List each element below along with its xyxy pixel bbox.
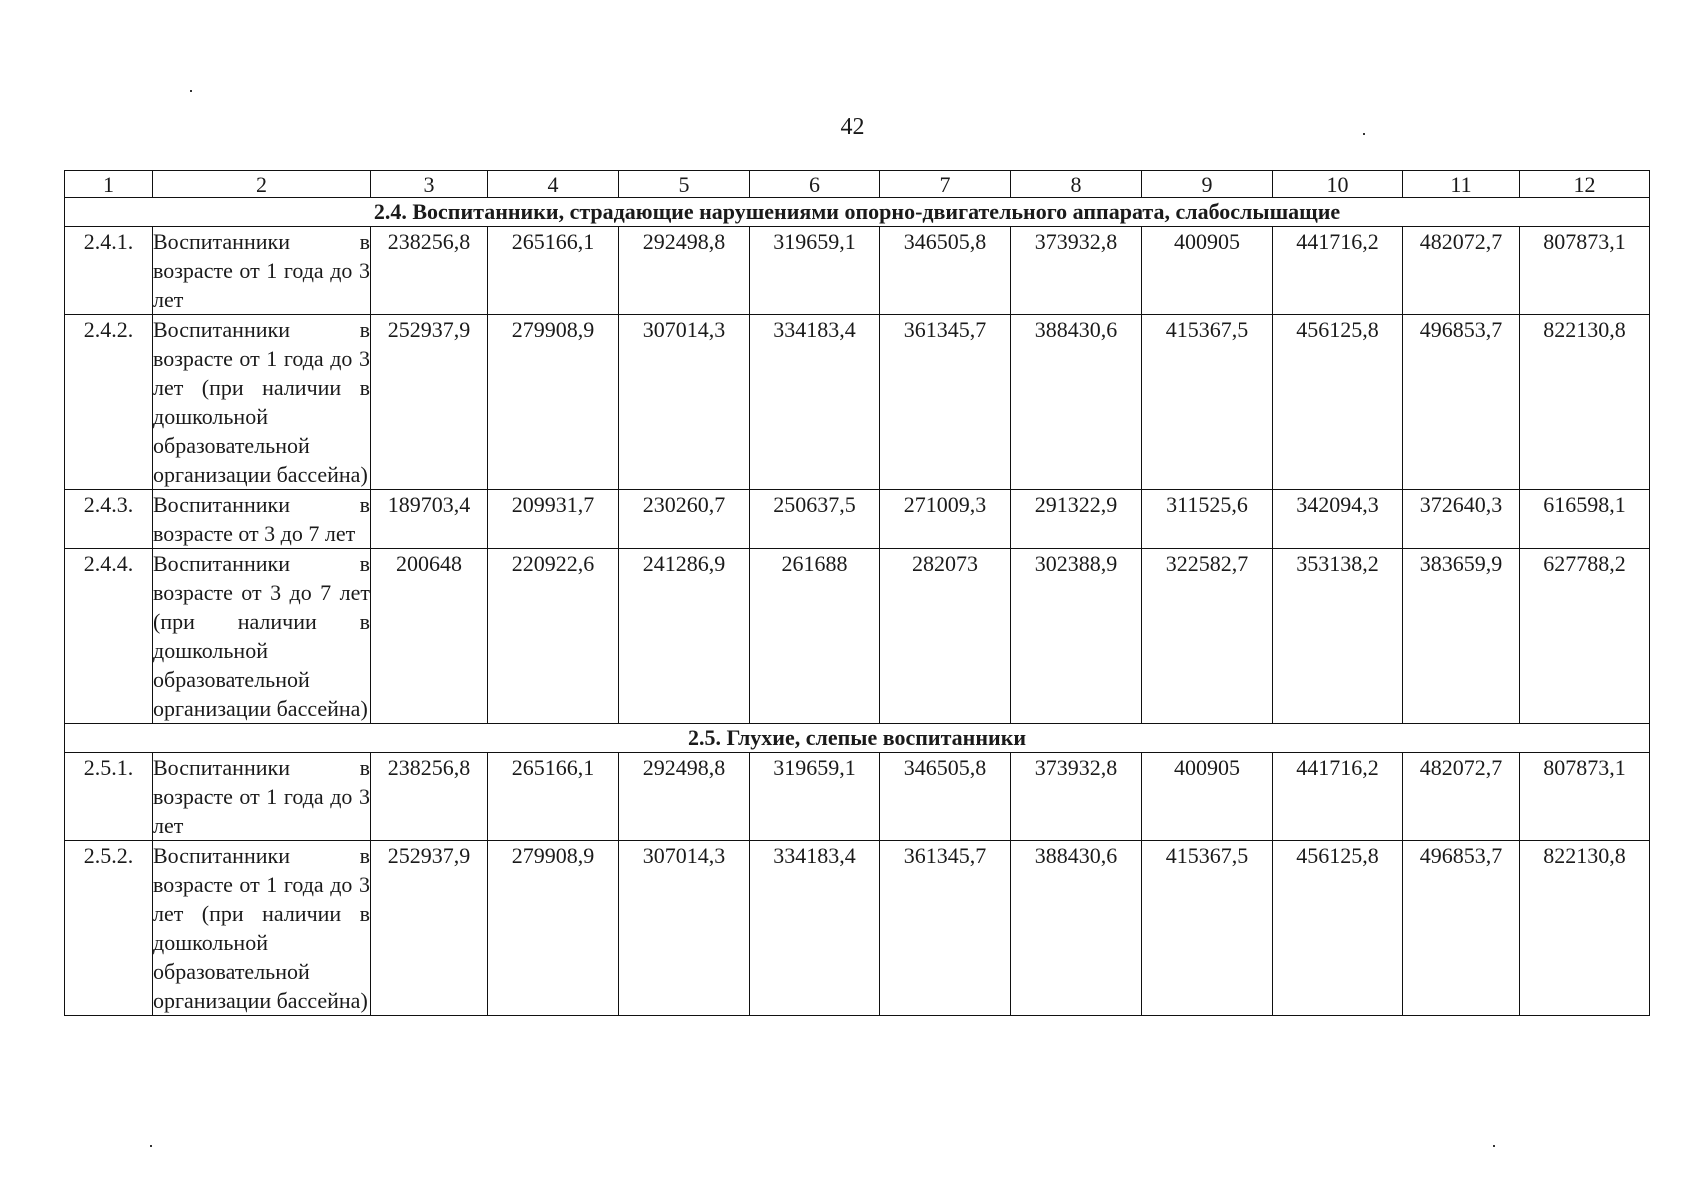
scan-speck: [1493, 1145, 1495, 1147]
value-cell: 807873,1: [1520, 227, 1650, 315]
value-cell: 334183,4: [750, 315, 880, 490]
value-cell: 241286,9: [619, 549, 750, 724]
row-description: Воспитанники в возрасте от 3 до 7 лет (при наличии в дошкольной образовательной организации бассейна): [153, 549, 371, 724]
value-cell: 311525,6: [1142, 490, 1273, 549]
column-number: 12: [1520, 171, 1650, 198]
row-code: 2.4.4.: [65, 549, 153, 724]
row-code: 2.5.1.: [65, 753, 153, 841]
column-number: 8: [1011, 171, 1142, 198]
value-cell: 373932,8: [1011, 227, 1142, 315]
value-cell: 238256,8: [371, 227, 488, 315]
column-number: 6: [750, 171, 880, 198]
scan-speck: [190, 90, 192, 92]
row-description: Воспитанники в возрасте от 3 до 7 лет: [153, 490, 371, 549]
value-cell: 822130,8: [1520, 315, 1650, 490]
value-cell: 307014,3: [619, 841, 750, 1016]
column-number: 5: [619, 171, 750, 198]
value-cell: 373932,8: [1011, 753, 1142, 841]
value-cell: 346505,8: [880, 227, 1011, 315]
value-cell: 292498,8: [619, 753, 750, 841]
value-cell: 265166,1: [488, 753, 619, 841]
table-row: [65, 490, 1650, 549]
value-cell: 441716,2: [1273, 753, 1403, 841]
table-row: [65, 549, 1650, 724]
column-number: 9: [1142, 171, 1273, 198]
value-cell: 482072,7: [1403, 753, 1520, 841]
value-cell: 400905: [1142, 227, 1273, 315]
column-number: 2: [153, 171, 371, 198]
value-cell: 307014,3: [619, 315, 750, 490]
value-cell: 616598,1: [1520, 490, 1650, 549]
value-cell: 220922,6: [488, 549, 619, 724]
value-cell: 822130,8: [1520, 841, 1650, 1016]
value-cell: 342094,3: [1273, 490, 1403, 549]
column-number: 1: [65, 171, 153, 198]
value-cell: 496853,7: [1403, 841, 1520, 1016]
value-cell: 456125,8: [1273, 315, 1403, 490]
table-row: [65, 227, 1650, 315]
column-number: 10: [1273, 171, 1403, 198]
value-cell: 291322,9: [1011, 490, 1142, 549]
table-row: [65, 315, 1650, 490]
section-title: 2.4. Воспитанники, страдающие нарушениями опорно-двигательного аппарата, слабослышащие: [65, 198, 1650, 227]
row-description: Воспитанники в возрасте от 1 года до 3 лет (при наличии в дошкольной образовательной организации бассейна): [153, 315, 371, 490]
value-cell: 230260,7: [619, 490, 750, 549]
value-cell: 415367,5: [1142, 315, 1273, 490]
value-cell: 400905: [1142, 753, 1273, 841]
value-cell: 456125,8: [1273, 841, 1403, 1016]
value-cell: 265166,1: [488, 227, 619, 315]
row-code: 2.5.2.: [65, 841, 153, 1016]
value-cell: 252937,9: [371, 315, 488, 490]
scan-speck: [150, 1145, 152, 1147]
value-cell: 302388,9: [1011, 549, 1142, 724]
row-description: Воспитанники в возрасте от 1 года до 3 лет: [153, 227, 371, 315]
page-number: 42: [840, 114, 865, 140]
value-cell: 372640,3: [1403, 490, 1520, 549]
table-row: [65, 753, 1650, 841]
tariff-table: [64, 170, 1650, 1016]
value-cell: 322582,7: [1142, 549, 1273, 724]
value-cell: 279908,9: [488, 315, 619, 490]
value-cell: 441716,2: [1273, 227, 1403, 315]
row-description: Воспитанники в возрасте от 1 года до 3 лет: [153, 753, 371, 841]
value-cell: 388430,6: [1011, 315, 1142, 490]
value-cell: 200648: [371, 549, 488, 724]
value-cell: 189703,4: [371, 490, 488, 549]
column-number: 4: [488, 171, 619, 198]
scan-speck: [1363, 133, 1365, 135]
column-number-row: [65, 171, 1650, 198]
column-number: 7: [880, 171, 1011, 198]
value-cell: 292498,8: [619, 227, 750, 315]
value-cell: 361345,7: [880, 315, 1011, 490]
value-cell: 496853,7: [1403, 315, 1520, 490]
value-cell: 252937,9: [371, 841, 488, 1016]
section-title: 2.5. Глухие, слепые воспитанники: [65, 724, 1650, 753]
value-cell: 282073: [880, 549, 1011, 724]
table-row: [65, 841, 1650, 1016]
row-code: 2.4.1.: [65, 227, 153, 315]
value-cell: 353138,2: [1273, 549, 1403, 724]
value-cell: 209931,7: [488, 490, 619, 549]
section-heading-row: [65, 724, 1650, 753]
value-cell: 250637,5: [750, 490, 880, 549]
row-code: 2.4.3.: [65, 490, 153, 549]
value-cell: 238256,8: [371, 753, 488, 841]
value-cell: 415367,5: [1142, 841, 1273, 1016]
value-cell: 388430,6: [1011, 841, 1142, 1016]
value-cell: 361345,7: [880, 841, 1011, 1016]
value-cell: 346505,8: [880, 753, 1011, 841]
value-cell: 271009,3: [880, 490, 1011, 549]
value-cell: 807873,1: [1520, 753, 1650, 841]
value-cell: 319659,1: [750, 753, 880, 841]
column-number: 3: [371, 171, 488, 198]
row-code: 2.4.2.: [65, 315, 153, 490]
column-number: 11: [1403, 171, 1520, 198]
value-cell: 319659,1: [750, 227, 880, 315]
value-cell: 383659,9: [1403, 549, 1520, 724]
section-heading-row: [65, 198, 1650, 227]
value-cell: 261688: [750, 549, 880, 724]
value-cell: 279908,9: [488, 841, 619, 1016]
value-cell: 627788,2: [1520, 549, 1650, 724]
row-description: Воспитанники в возрасте от 1 года до 3 лет (при наличии в дошкольной образовательной организации бассейна): [153, 841, 371, 1016]
value-cell: 482072,7: [1403, 227, 1520, 315]
value-cell: 334183,4: [750, 841, 880, 1016]
